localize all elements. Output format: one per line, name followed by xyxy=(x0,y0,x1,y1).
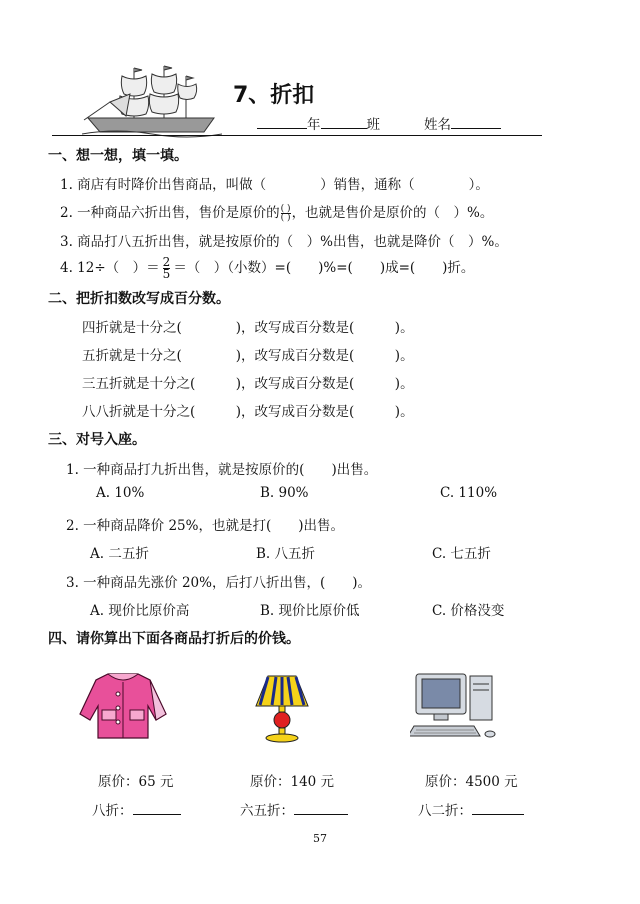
section1-q4 xyxy=(60,256,474,280)
q1-option-c[interactable]: C. 110% xyxy=(440,485,498,501)
header-divider xyxy=(52,135,542,136)
section3-heading: 三、对号入座。 xyxy=(48,432,146,448)
lamp-answer-blank[interactable] xyxy=(294,800,348,815)
section3-q3: 3. 一种商品先涨价 20%，后打八折出售，( )。 xyxy=(66,575,372,591)
page-number: 57 xyxy=(313,832,327,845)
year-label: 年 xyxy=(307,117,321,133)
lamp-discount-label: 六五折： xyxy=(240,803,294,819)
page-title: 7、折扣 xyxy=(233,83,315,108)
section1-q2 xyxy=(60,201,493,222)
section3-q2: 2. 一种商品降价 25%，也就是打( )出售。 xyxy=(66,518,345,534)
name-label: 姓名 xyxy=(424,117,451,133)
section2-heading: 二、把折扣数改写成百分数。 xyxy=(48,291,230,307)
section1-q3: 3. 商品打八五折出售，就是按原价的（ ）%出售，也就是降价（ ）%。 xyxy=(60,234,508,250)
section2-row: 八八折就是十分之( )，改写成百分数是( )。 xyxy=(82,404,414,420)
jacket-icon xyxy=(78,670,168,740)
q2-numerator: ( ) xyxy=(280,204,291,214)
jacket-discount xyxy=(92,799,181,819)
year-blank[interactable] xyxy=(257,114,307,129)
section1-heading: 一、想一想，填一填。 xyxy=(48,148,188,164)
lamp-price: 原价：140 元 xyxy=(250,774,335,790)
name-blank[interactable] xyxy=(451,114,501,129)
computer-answer-blank[interactable] xyxy=(472,800,524,815)
q4-denominator: 5 xyxy=(162,267,171,281)
section2-row: 五折就是十分之( )，改写成百分数是( )。 xyxy=(82,348,414,364)
computer-discount-label: 八二折： xyxy=(418,803,472,819)
q3-option-a[interactable]: A. 现价比原价高 xyxy=(90,603,190,619)
lamp-discount xyxy=(240,799,348,819)
q2-option-b[interactable]: B. 八五折 xyxy=(256,546,316,562)
lamp-icon xyxy=(252,672,312,744)
q2-text-a: 2. 一种商品六折出售，售价是原价的 xyxy=(60,205,280,221)
section1-q1: 1. 商店有时降价出售商品，叫做（ ）销售，通称（ ）。 xyxy=(60,177,489,193)
ship-illustration-icon xyxy=(82,62,222,138)
q4-numerator: 2 xyxy=(162,255,171,269)
section2-row: 三五折就是十分之( )，改写成百分数是( )。 xyxy=(82,376,414,392)
class-label: 班 xyxy=(366,117,380,133)
q1-option-b[interactable]: B. 90% xyxy=(260,485,309,501)
q3-option-b[interactable]: B. 现价比原价低 xyxy=(260,603,360,619)
q2-text-b: ，也就是售价是原价的（ ）%。 xyxy=(291,205,494,221)
q2-denominator: ( ) xyxy=(280,213,291,223)
q2-option-c[interactable]: C. 七五折 xyxy=(432,546,491,562)
q4-text-b: ＝（ ）（小数）=( )%=( )成=( )折。 xyxy=(173,260,475,276)
jacket-answer-blank[interactable] xyxy=(133,800,181,815)
q4-text-a: 4. 12÷（ ）＝ xyxy=(60,260,160,276)
q1-option-a[interactable]: A. 10% xyxy=(96,485,145,501)
jacket-price: 原价：65 元 xyxy=(98,774,174,790)
q2-fraction xyxy=(281,205,291,222)
q2-option-a[interactable]: A. 二五折 xyxy=(90,546,149,562)
q3-option-c[interactable]: C. 价格没变 xyxy=(432,603,505,619)
section4-heading: 四、请你算出下面各商品打折后的价钱。 xyxy=(48,631,300,647)
jacket-discount-label: 八折： xyxy=(92,803,133,819)
section3-q1: 1. 一种商品打九折出售，就是按原价的( )出售。 xyxy=(66,462,378,478)
computer-discount xyxy=(418,799,524,819)
q4-fraction xyxy=(163,257,171,280)
computer-icon xyxy=(410,670,500,742)
class-blank[interactable] xyxy=(321,114,367,129)
section2-row: 四折就是十分之( )，改写成百分数是( )。 xyxy=(82,320,414,336)
student-info-line xyxy=(257,113,501,133)
computer-price: 原价：4500 元 xyxy=(425,774,518,790)
